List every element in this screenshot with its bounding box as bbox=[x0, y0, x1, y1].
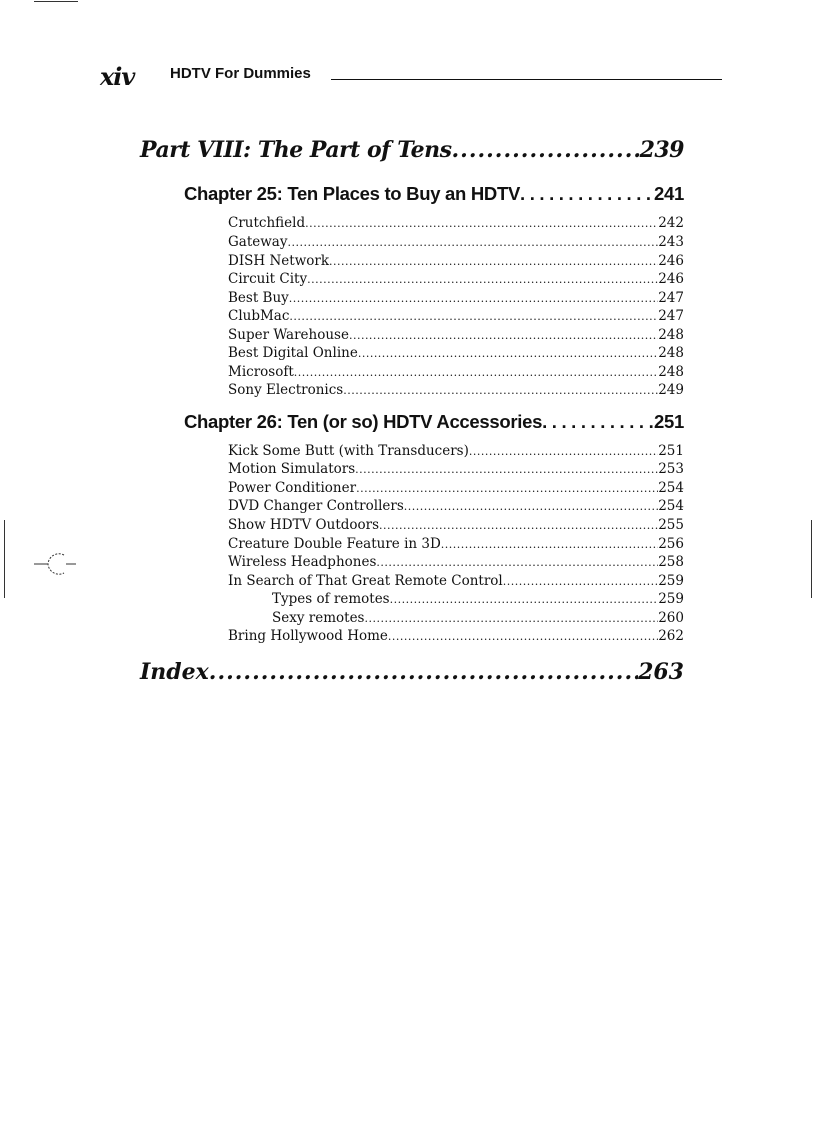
dot-leader bbox=[209, 659, 638, 685]
entry-page: 254 bbox=[658, 498, 684, 514]
entry-title: Creature Double Feature in 3D bbox=[228, 536, 441, 552]
toc-subentry bbox=[272, 591, 684, 607]
entry-title: In Search of That Great Remote Control bbox=[228, 573, 503, 589]
dot-leader bbox=[376, 556, 658, 569]
toc-entry bbox=[228, 308, 684, 324]
toc-chapter-heading bbox=[184, 183, 684, 205]
dot-leader bbox=[542, 411, 654, 433]
toc-entry bbox=[228, 573, 684, 589]
dot-leader bbox=[358, 347, 658, 360]
dot-leader bbox=[379, 519, 658, 532]
entry-title: Show HDTV Outdoors bbox=[228, 517, 380, 533]
entry-title: Best Buy bbox=[228, 290, 289, 306]
toc-entry bbox=[228, 271, 684, 287]
entry-page: 247 bbox=[658, 290, 684, 306]
entry-title: Best Digital Online bbox=[228, 345, 358, 361]
chapter-page: 241 bbox=[654, 183, 684, 204]
dot-leader bbox=[441, 538, 658, 551]
entry-title: Circuit City bbox=[228, 271, 308, 287]
toc-entry bbox=[228, 364, 684, 380]
dot-leader bbox=[356, 482, 658, 495]
dot-leader bbox=[390, 593, 659, 606]
dot-leader bbox=[329, 255, 658, 268]
toc-entry bbox=[228, 382, 684, 398]
entry-title: DISH Network bbox=[228, 253, 330, 269]
entry-page: 262 bbox=[658, 628, 684, 644]
entry-page: 258 bbox=[658, 554, 684, 570]
index-title: Index bbox=[140, 659, 209, 685]
registration-mark-icon bbox=[30, 548, 78, 580]
toc-entry bbox=[228, 215, 684, 231]
dot-leader bbox=[307, 273, 658, 286]
entry-title: Super Warehouse bbox=[228, 327, 349, 343]
chapter-title: Chapter 25: Ten Places to Buy an HDTV bbox=[184, 183, 521, 204]
dot-leader bbox=[364, 612, 658, 625]
toc-entry bbox=[228, 517, 684, 533]
entry-title: Types of remotes bbox=[272, 591, 390, 607]
running-head bbox=[100, 62, 722, 91]
toc-entry bbox=[228, 461, 684, 477]
dot-leader bbox=[388, 630, 658, 643]
entry-page: 260 bbox=[658, 610, 684, 626]
header-rule bbox=[331, 79, 722, 80]
dot-leader bbox=[287, 236, 658, 249]
entry-page: 255 bbox=[658, 517, 684, 533]
crop-mark-right bbox=[811, 520, 812, 598]
dot-leader bbox=[469, 445, 658, 458]
entry-title: ClubMac bbox=[228, 308, 290, 324]
entry-page: 256 bbox=[658, 536, 684, 552]
entry-page: 254 bbox=[658, 480, 684, 496]
toc-entry bbox=[228, 290, 684, 306]
entry-title: DVD Changer Controllers bbox=[228, 498, 404, 514]
toc-entry bbox=[228, 628, 684, 644]
entry-title: Power Conditioner bbox=[228, 480, 357, 496]
dot-leader bbox=[294, 366, 658, 379]
dot-leader bbox=[349, 329, 658, 342]
entry-page: 248 bbox=[658, 327, 684, 343]
toc-part-heading bbox=[140, 137, 684, 163]
entry-title: Microsoft bbox=[228, 364, 294, 380]
entry-page: 248 bbox=[658, 364, 684, 380]
entry-title: Wireless Headphones bbox=[228, 554, 377, 570]
toc-entry bbox=[228, 345, 684, 361]
entry-title: Sony Electronics bbox=[228, 382, 344, 398]
entry-page: 248 bbox=[658, 345, 684, 361]
entry-page: 249 bbox=[658, 382, 684, 398]
entry-page: 251 bbox=[658, 443, 684, 459]
toc-entry bbox=[228, 253, 684, 269]
entry-page: 242 bbox=[658, 215, 684, 231]
entry-page: 253 bbox=[658, 461, 684, 477]
toc-entry bbox=[228, 536, 684, 552]
entry-title: Kick Some Butt (with Transducers) bbox=[228, 443, 469, 459]
toc-index-heading bbox=[140, 659, 684, 685]
toc-entry bbox=[228, 234, 684, 250]
entry-page: 243 bbox=[658, 234, 684, 250]
chapter-title: Chapter 26: Ten (or so) HDTV Accessories bbox=[184, 411, 543, 432]
toc-entry bbox=[228, 443, 684, 459]
entry-title: Sexy remotes bbox=[272, 610, 365, 626]
dot-leader bbox=[452, 137, 640, 163]
dot-leader bbox=[503, 575, 658, 588]
part-title: Part VIII: The Part of Tens bbox=[140, 137, 452, 163]
entry-title: Motion Simulators bbox=[228, 461, 356, 477]
entry-page: 259 bbox=[658, 591, 684, 607]
toc-entry bbox=[228, 498, 684, 514]
dot-leader bbox=[289, 292, 658, 305]
index-page: 263 bbox=[638, 659, 684, 685]
toc-entry bbox=[228, 480, 684, 496]
dot-leader bbox=[289, 310, 658, 323]
dot-leader bbox=[355, 463, 658, 476]
dot-leader bbox=[305, 217, 658, 230]
toc-chapter-heading bbox=[184, 411, 684, 433]
entry-title: Crutchfield bbox=[228, 215, 306, 231]
crop-mark-top bbox=[34, 1, 78, 2]
entry-page: 259 bbox=[658, 573, 684, 589]
dot-leader bbox=[404, 500, 658, 513]
entry-page: 246 bbox=[658, 271, 684, 287]
part-page: 239 bbox=[639, 137, 684, 163]
entry-page: 246 bbox=[658, 253, 684, 269]
dot-leader bbox=[343, 384, 658, 397]
entry-title: Bring Hollywood Home bbox=[228, 628, 388, 644]
page-folio: xiv bbox=[100, 62, 135, 91]
dot-leader bbox=[520, 183, 654, 205]
entry-page: 247 bbox=[658, 308, 684, 324]
chapter-page: 251 bbox=[654, 411, 684, 432]
toc-subentry bbox=[272, 610, 684, 626]
toc-entry bbox=[228, 554, 684, 570]
toc-entry bbox=[228, 327, 684, 343]
crop-mark-left bbox=[4, 520, 5, 598]
entry-title: Gateway bbox=[228, 234, 288, 250]
book-title: HDTV For Dummies bbox=[170, 65, 311, 82]
